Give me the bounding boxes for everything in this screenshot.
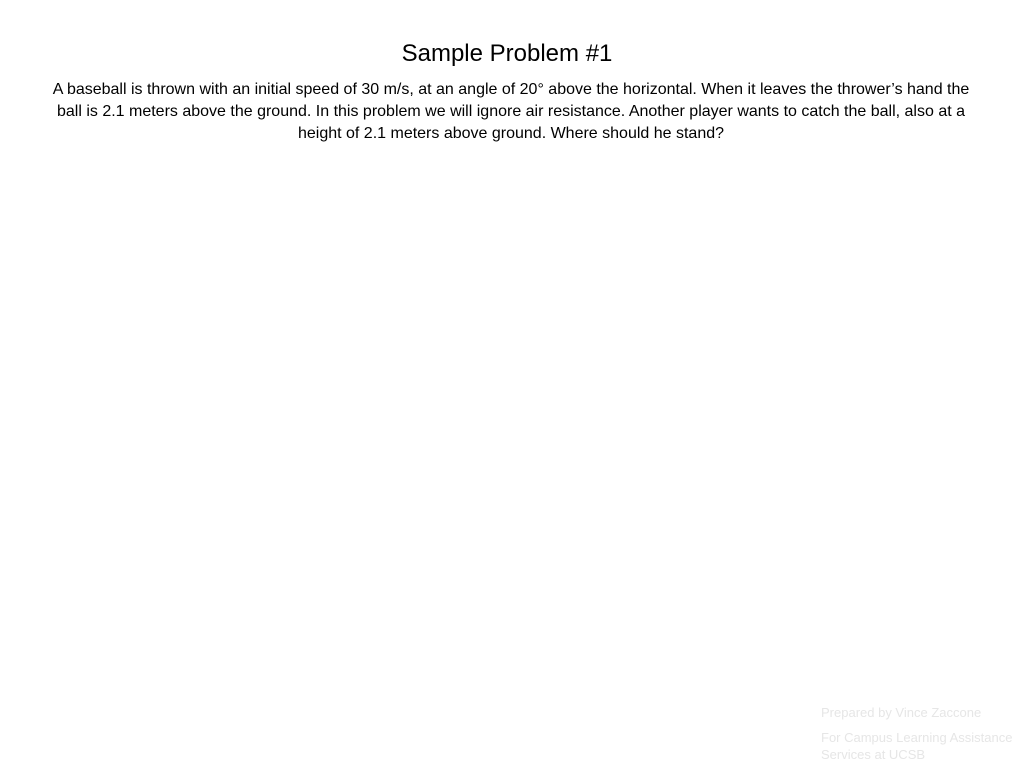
footer-campus-services: For Campus Learning Assistance Services at UCSB [821,730,1013,762]
footer-prepared-by: Prepared by Vince Zaccone [821,705,982,720]
slide-title: Sample Problem #1 [401,40,613,67]
problem-statement: A baseball is thrown with an initial speed of 30 m/s, at an angle of 20° above the horizontal. When it leaves the thrower’s hand the ball is 2.1 meters above the ground. In this problem we will ignore air resistance. Another player wants to catch the ball, also at a height of 2.1 meters above ground. Where should he stand? [52,81,970,142]
